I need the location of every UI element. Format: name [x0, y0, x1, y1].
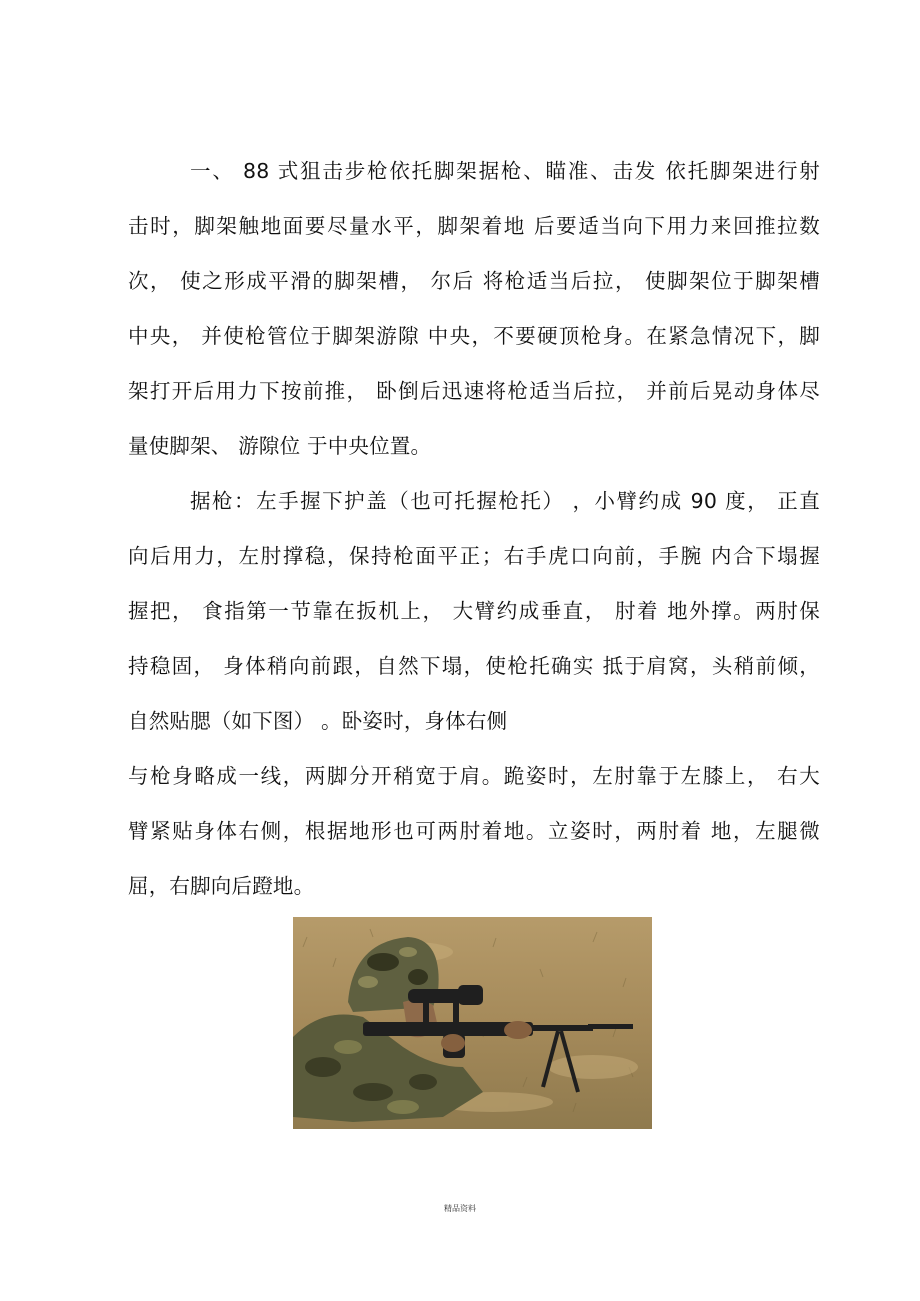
- paragraph-2-line-5: 自然贴腮（如下图） 。卧姿时，身体右侧: [128, 709, 508, 733]
- paragraph-1-line-6: 量使脚架、 游隙位 于中央位置。: [128, 434, 432, 458]
- paragraph-2-line-2: 向后用力，左肘撑稳，保持枪面平正；右手虎口向前，手腕 内合下塌握: [128, 544, 820, 568]
- paragraph-1-line-1: 一、 88 式狙击步枪依托脚架据枪、瞄准、击发 依托脚架进行射: [190, 159, 820, 183]
- paragraph-2-line-3: 握把， 食指第一节靠在扳机上， 大臂约成垂直， 肘着 地外撑。两肘保: [128, 599, 820, 623]
- paragraph-1-line-3: 次， 使之形成平滑的脚架槽， 尔后 将枪适当后拉， 使脚架位于脚架槽: [128, 269, 820, 293]
- sniper-photo-illustration: [293, 917, 652, 1129]
- paragraph-3-line-3: 屈，右脚向后蹬地。: [128, 874, 315, 898]
- paragraph-1-line-5: 架打开后用力下按前推， 卧倒后迅速将枪适当后拉， 并前后晃动身体尽: [128, 379, 820, 403]
- paragraph-2-line-4: 持稳固， 身体稍向前跟，自然下塌，使枪托确实 抵于肩窝，头稍前倾，: [128, 654, 820, 678]
- paragraph-1-line-4: 中央， 并使枪管位于脚架游隙 中央，不要硬顶枪身。在紧急情况下，脚: [128, 324, 820, 348]
- paragraph-3-line-2: 臂紧贴身体右侧，根据地形也可两肘着地。立姿时，两肘着 地，左腿微: [128, 819, 820, 843]
- sniper-photo: [293, 917, 652, 1129]
- paragraph-1-line-2: 击时，脚架触地面要尽量水平，脚架着地 后要适当向下用力来回推拉数: [128, 214, 820, 238]
- paragraph-3-line-1: 与枪身略成一线，两脚分开稍宽于肩。跪姿时，左肘靠于左膝上， 右大: [128, 764, 820, 788]
- page-footer: 精品资料: [444, 1204, 476, 1213]
- paragraph-2-line-1: 据枪：左手握下护盖（也可托握枪托） ，小臂约成 90 度， 正直: [190, 489, 820, 513]
